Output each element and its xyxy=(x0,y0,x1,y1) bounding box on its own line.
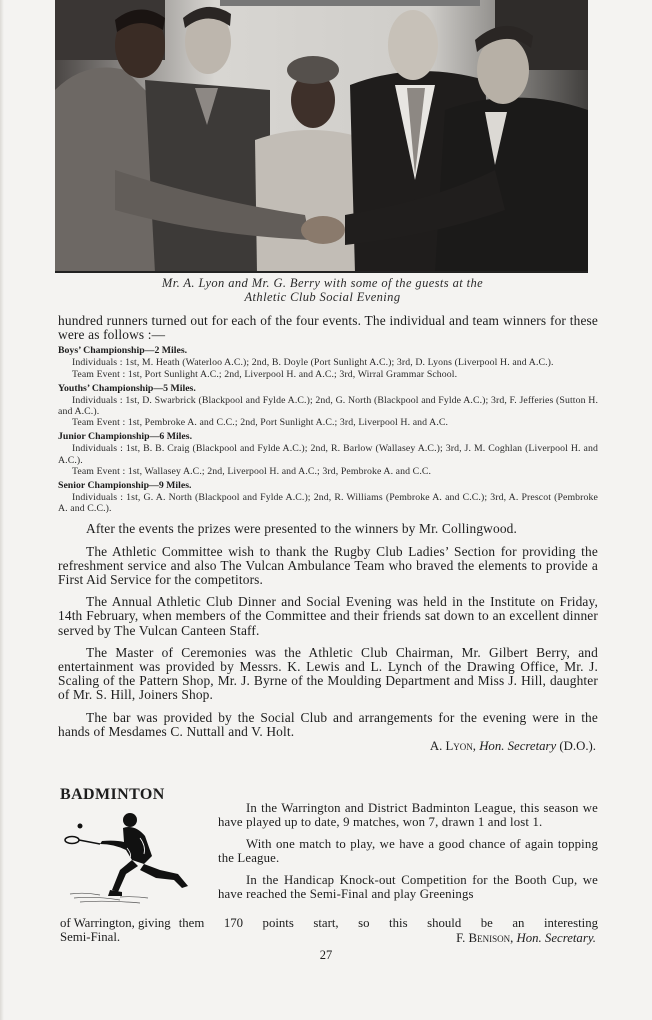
championship-title: Boys’ Championship—2 Miles. xyxy=(58,345,188,357)
signatory-name: A. Lyon, xyxy=(429,739,476,754)
signatory-title: Hon. Secretary xyxy=(479,739,557,754)
league-paragraph: In the Warrington and District Badminton League, this season we have played up to date, 9 matches, won 7, drawn 1 and lost 1. xyxy=(218,801,598,829)
championship-title: Youths’ Championship—5 Miles. xyxy=(58,382,196,394)
signatory-dept: (D.O.). xyxy=(559,739,596,754)
group-photograph xyxy=(55,0,588,273)
intro-paragraph: hundred runners turned out for each of the four events. The individual and team winners for these were as follows :— xyxy=(58,313,598,343)
caption-line: Mr. A. Lyon and Mr. G. Berry with some of the guests at the xyxy=(161,276,484,290)
prizes-paragraph: After the events the prizes were presented to the winners by Mr. Collingwood. xyxy=(86,521,518,537)
championship-boys xyxy=(58,345,598,379)
wrap-line xyxy=(60,931,598,945)
wrap-line-right: them 170 points start, so this should be an interesting xyxy=(178,916,598,930)
thanks-paragraph: The Athletic Committee wish to thank the Rugby Club Ladies’ Section for providing the refreshment service and also The Vulcan Ambulance Team who braved the elements to provide a First Aid Service for the competitors. xyxy=(58,543,598,588)
championship-title: Senior Championship—9 Miles. xyxy=(58,480,192,492)
wrap-last: Semi-Final. xyxy=(60,929,121,944)
signatory-title: Hon. Secretary. xyxy=(516,930,596,945)
badminton-signature xyxy=(456,931,596,945)
team-results: Team Event : 1st, Wallasey A.C.; 2nd, Liverpool H. and A.C.; 3rd, Pembroke A. and C.C. xyxy=(72,465,432,477)
badminton-report xyxy=(218,802,598,902)
wrap-line-left: of Warrington, giving xyxy=(60,916,171,930)
athletics-signature xyxy=(58,739,596,753)
caption-line: Athletic Club Social Evening xyxy=(244,289,401,304)
badminton-heading: BADMINTON xyxy=(60,786,165,803)
entertainment-paragraph: The Master of Ceremonies was the Athletic Club Chairman, Mr. Gilbert Berry, and entertainment was provided by Messrs. K. Lewis and L. Lynch of the Drawing Office, Mr. J. Scaling of the Pattern Shop, Mr. J. Byrne of the Moulding Department and Miss J. Hill, daughter of Mr. S. Hill, Joiners Shop. xyxy=(58,644,598,703)
signatory-name: F. Benison, xyxy=(456,930,514,945)
photo-caption xyxy=(60,277,585,304)
page-number: 27 xyxy=(319,948,333,962)
individual-results: Individuals : 1st, M. Heath (Waterloo A.C.); 2nd, B. Doyle (Port Sunlight A.C.); 3rd, D. Lyons (Liverpool H. and A.C.). xyxy=(72,357,554,369)
athletics-report xyxy=(58,314,598,753)
championship-title: Junior Championship—6 Miles. xyxy=(58,431,193,443)
championship-junior xyxy=(58,431,598,477)
individual-results: Individuals : 1st, D. Swarbrick (Blackpool and Fylde A.C.); 2nd, G. North (Blackpool and Fylde A.C.); 3rd, F. Jefferies (Sutton H. and A.C.). xyxy=(58,394,598,418)
bar-paragraph: The bar was provided by the Social Club and arrangements for the evening were in the hands of Mesdames C. Nuttall and V. Holt. xyxy=(58,709,598,739)
championship-senior xyxy=(58,480,598,514)
badminton-player-icon xyxy=(60,808,210,908)
league-outlook-paragraph: With one match to play, we have a good chance of again topping the League. xyxy=(218,837,598,865)
photo-illustration xyxy=(55,0,588,273)
individual-results: Individuals : 1st, B. B. Craig (Blackpool and Fylde A.C.); 2nd, R. Barlow (Wallasey A.C.); 3rd, J. M. Coghlan (Liverpool H. and A.C.). xyxy=(58,443,598,466)
wrap-line xyxy=(60,917,598,931)
page-edge-shadow xyxy=(0,0,4,1020)
individual-results: Individuals : 1st, G. A. North (Blackpool and Fylde A.C.); 2nd, R. Williams (Pembroke A. and C.C.); 3rd, A. Prescot (Pembroke A. and C.C.). xyxy=(58,492,598,515)
dinner-paragraph: The Annual Athletic Club Dinner and Social Evening was held in the Institute on Friday, 14th February, when members of the Committee and their friends sat down to an excellent dinner served by The Vulcan Canteen Staff. xyxy=(58,594,598,638)
team-results: Team Event : 1st, Port Sunlight A.C.; 2nd, Liverpool H. and A.C.; 3rd, Wirral Grammar School. xyxy=(72,368,458,380)
championship-youths xyxy=(58,383,598,429)
badminton-wrap-tail xyxy=(60,917,598,945)
knockout-paragraph: In the Handicap Knock-out Competition for the Booth Cup, we have reached the Semi-Final and play Greenings xyxy=(218,873,598,901)
team-results: Team Event : 1st, Pembroke A. and C.C.; 2nd, Port Sunlight A.C.; 3rd, Liverpool H. and A.C. xyxy=(72,417,449,429)
